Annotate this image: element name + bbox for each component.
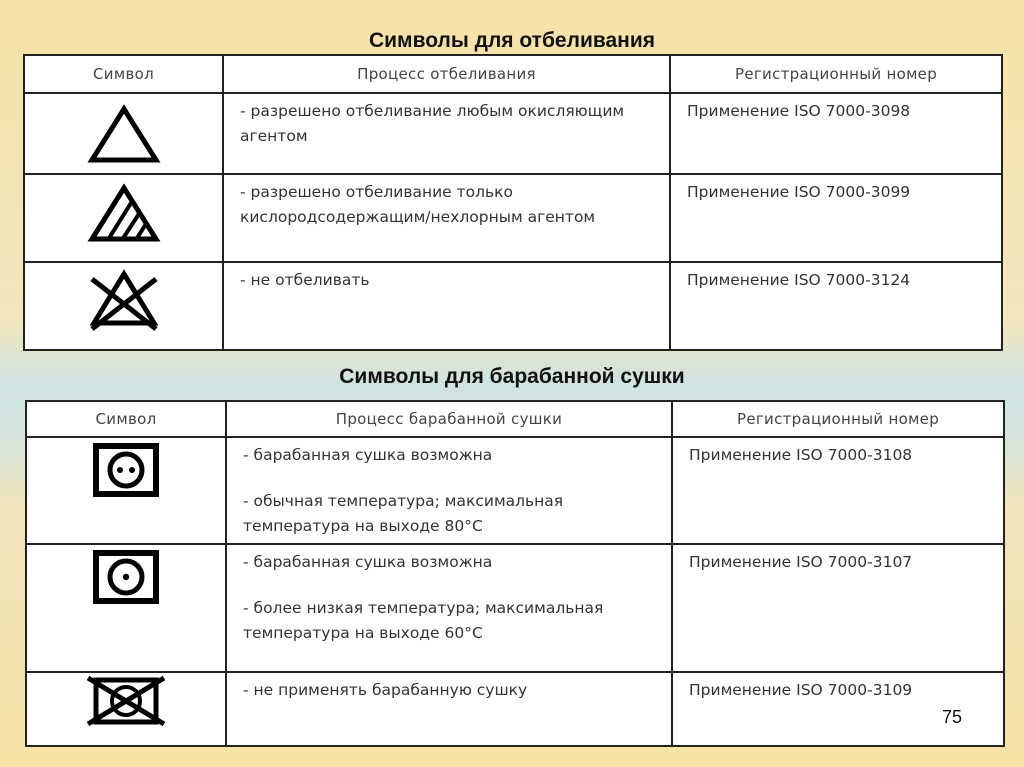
process-text: - не применять барабанную сушку — [243, 681, 528, 699]
page-number: 75 — [942, 707, 963, 727]
reg-number-cell: Применение ISO 7000-3124 — [670, 262, 1002, 350]
reg-number-cell: Применение ISO 7000-3107 — [672, 544, 1004, 672]
table-row — [24, 93, 1002, 174]
symbol-cell — [24, 262, 223, 350]
table-row — [24, 262, 1002, 350]
tumble-dry-two-dots-icon — [91, 442, 161, 498]
table-row — [26, 672, 1004, 746]
header-process: Процесс барабанной сушки — [226, 401, 672, 437]
reg-number-cell: Применение ISO 7000-3098 — [670, 93, 1002, 174]
process-cell — [223, 93, 670, 174]
symbol-cell — [26, 437, 226, 544]
crossed-triangle-icon — [82, 267, 166, 333]
process-text: - барабанная сушка возможна — [243, 553, 493, 571]
process-text: - не отбеливать — [240, 271, 370, 289]
symbol-cell — [24, 174, 223, 262]
header-process: Процесс отбеливания — [223, 55, 670, 93]
header-symbol: Символ — [26, 401, 226, 437]
tumble-dry-one-dot-icon — [91, 549, 161, 605]
drying-table — [25, 400, 1005, 747]
process-cell — [223, 174, 670, 262]
process-text: - разрешено отбеливание любым окисляющим агентом — [240, 102, 625, 145]
header-reg-number: Регистрационный номер — [670, 55, 1002, 93]
reg-number-cell: Применение ISO 7000-3108 — [672, 437, 1004, 544]
process-text: - более низкая температура; максимальная температура на выходе 60°С — [243, 599, 604, 642]
reg-number-cell: Применение ISO 7000-3099 — [670, 174, 1002, 262]
process-text: - разрешено отбеливание только кислородсодержащим/нехлорным агентом — [240, 183, 596, 226]
reg-number-cell: Применение ISO 7000-3109 — [672, 672, 1004, 746]
process-cell — [226, 437, 672, 544]
process-cell — [223, 262, 670, 350]
bleaching-header-row — [24, 55, 1002, 93]
bleaching-section-title: Символы для отбеливания — [368, 29, 656, 52]
header-symbol: Символ — [24, 55, 223, 93]
triangle-icon — [84, 102, 164, 168]
symbol-cell — [26, 672, 226, 746]
bleaching-table — [23, 54, 1003, 351]
process-cell — [226, 544, 672, 672]
table-row — [26, 437, 1004, 544]
tumble-dry-crossed-icon — [84, 675, 168, 727]
table-row — [26, 544, 1004, 672]
process-text: - обычная температура; максимальная температура на выходе 80°С — [243, 492, 564, 535]
symbol-cell — [26, 544, 226, 672]
process-cell — [226, 672, 672, 746]
drying-section-title: Символы для барабанной сушки — [339, 365, 685, 388]
drying-header-row — [26, 401, 1004, 437]
process-text: - барабанная сушка возможна — [243, 446, 493, 464]
table-row — [24, 174, 1002, 262]
header-reg-number: Регистрационный номер — [672, 401, 1004, 437]
symbol-cell — [24, 93, 223, 174]
hatched-triangle-icon — [84, 181, 164, 247]
